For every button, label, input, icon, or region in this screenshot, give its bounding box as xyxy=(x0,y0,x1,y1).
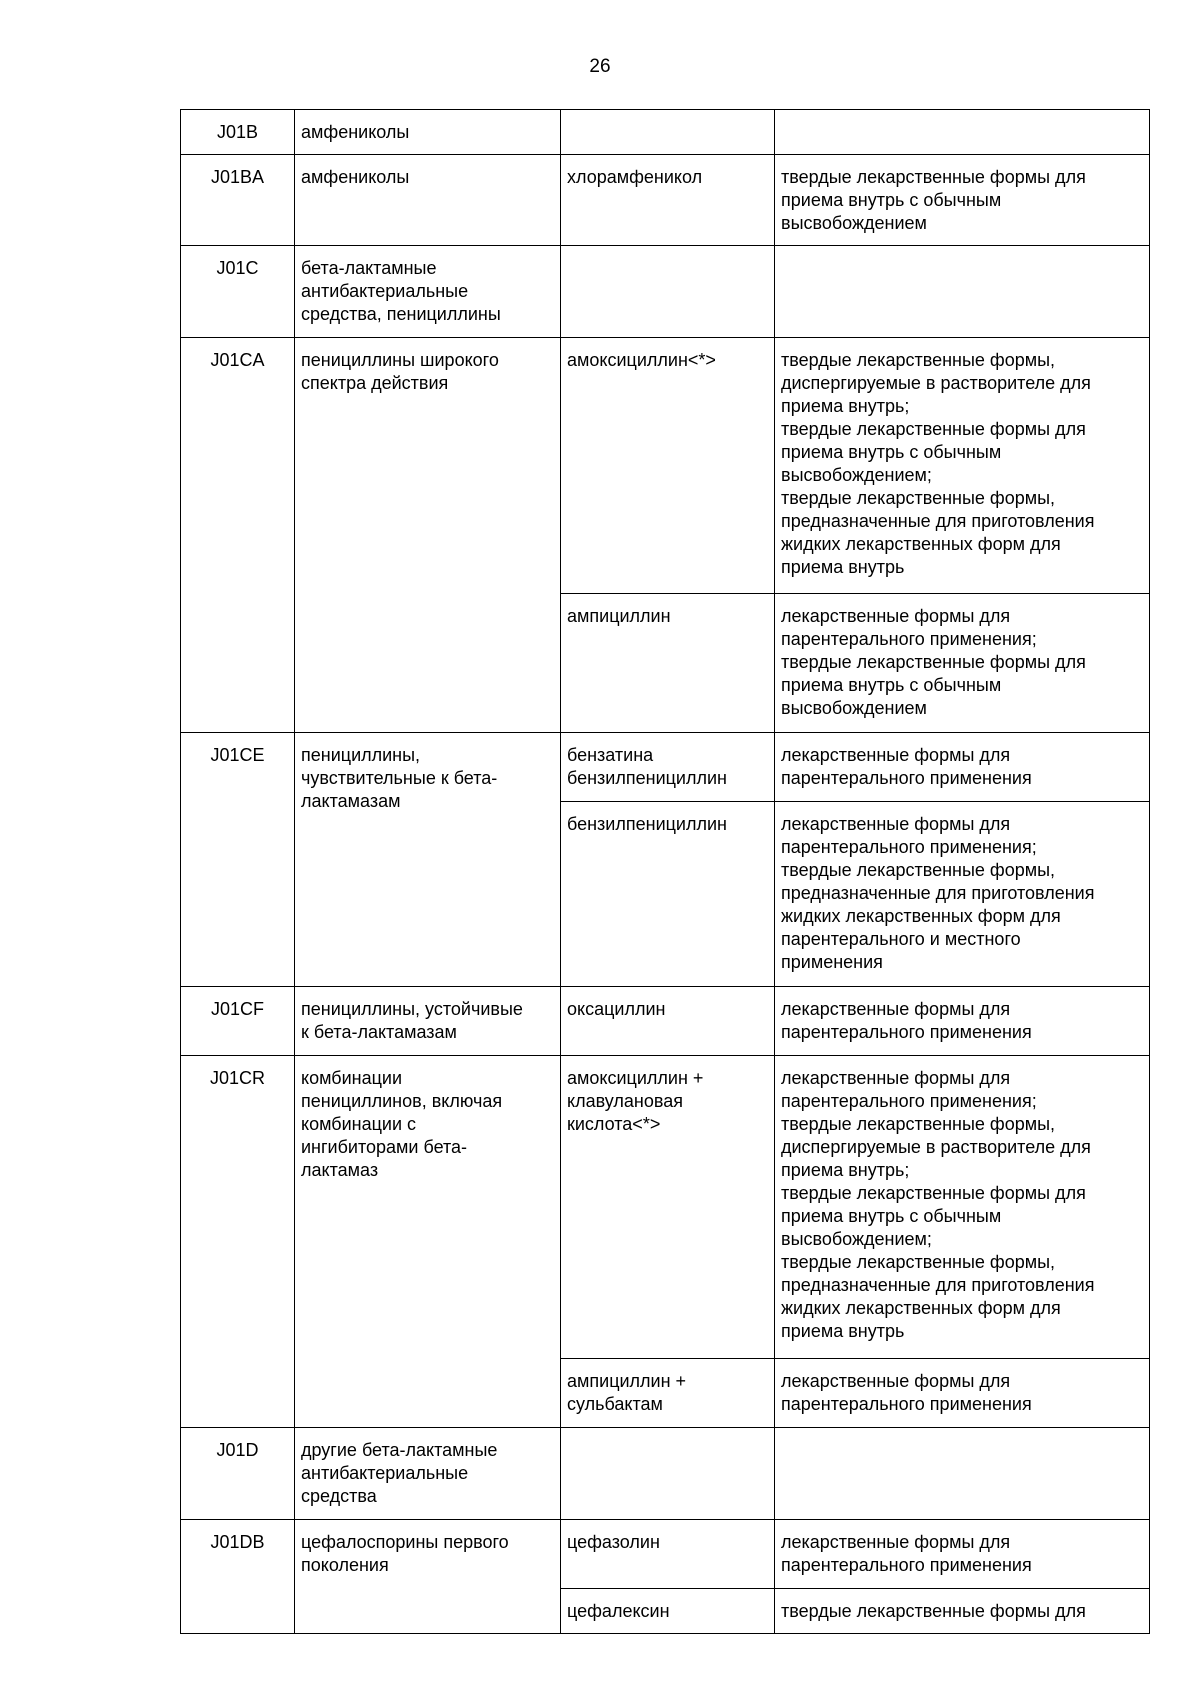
atc-code-cell: J01CE xyxy=(181,733,295,987)
drug-cell: хлорамфеникол xyxy=(561,155,775,246)
form-cell: твердые лекарственные формы, диспергируемые в растворителе для приема внутрь; твердые лекарственные формы для приема внутрь с обычным высвобождением; твердые лекарственные формы, предназначенные для приготовления жидких лекарственных форм для приема внутрь xyxy=(775,338,1150,594)
form-cell: лекарственные формы для парентерального применения xyxy=(775,1520,1150,1589)
page-number: 26 xyxy=(589,56,611,77)
atc-drug-table xyxy=(180,109,1150,1634)
form-cell xyxy=(775,110,1150,155)
table-row xyxy=(181,110,1150,155)
drug-cell: ампициллин + сульбактам xyxy=(561,1359,775,1428)
atc-code-cell: J01C xyxy=(181,246,295,338)
table-row xyxy=(181,1520,1150,1589)
table-row xyxy=(181,1428,1150,1520)
group-cell: другие бета-лактамные антибактериальные средства xyxy=(295,1428,561,1520)
group-cell: бета-лактамные антибактериальные средства, пенициллины xyxy=(295,246,561,338)
group-cell: пенициллины, чувствительные к бета- лактамазам xyxy=(295,733,561,987)
atc-code-cell: J01CF xyxy=(181,987,295,1056)
group-cell: комбинации пенициллинов, включая комбинации с ингибиторами бета- лактамаз xyxy=(295,1056,561,1428)
atc-code-cell: J01D xyxy=(181,1428,295,1520)
drug-cell xyxy=(561,110,775,155)
drug-cell: ампициллин xyxy=(561,594,775,733)
table-row xyxy=(181,987,1150,1056)
atc-code-cell: J01CA xyxy=(181,338,295,733)
drug-cell xyxy=(561,246,775,338)
form-cell: лекарственные формы для парентерального применения xyxy=(775,733,1150,802)
group-cell: цефалоспорины первого поколения xyxy=(295,1520,561,1634)
atc-code-cell: J01CR xyxy=(181,1056,295,1428)
table-row xyxy=(181,733,1150,802)
drug-cell: цефалексин xyxy=(561,1589,775,1634)
group-cell: амфениколы xyxy=(295,110,561,155)
form-cell: лекарственные формы для парентерального применения; твердые лекарственные формы, предназначенные для приготовления жидких лекарственных форм для парентерального и местного применения xyxy=(775,802,1150,987)
table-row xyxy=(181,246,1150,338)
form-cell xyxy=(775,1428,1150,1520)
drug-cell: оксациллин xyxy=(561,987,775,1056)
drug-cell: амоксициллин<*> xyxy=(561,338,775,594)
drug-cell xyxy=(561,1428,775,1520)
form-cell: лекарственные формы для парентерального применения xyxy=(775,1359,1150,1428)
group-cell: пенициллины, устойчивые к бета-лактамазам xyxy=(295,987,561,1056)
atc-code-cell: J01DB xyxy=(181,1520,295,1634)
atc-code-cell: J01BA xyxy=(181,155,295,246)
form-cell xyxy=(775,246,1150,338)
drug-cell: бензилпенициллин xyxy=(561,802,775,987)
drug-cell: цефазолин xyxy=(561,1520,775,1589)
form-cell: лекарственные формы для парентерального применения xyxy=(775,987,1150,1056)
form-cell: твердые лекарственные формы для xyxy=(775,1589,1150,1634)
form-cell: твердые лекарственные формы для приема внутрь с обычным высвобождением xyxy=(775,155,1150,246)
atc-code-cell: J01B xyxy=(181,110,295,155)
group-cell: пенициллины широкого спектра действия xyxy=(295,338,561,733)
drug-cell: бензатина бензилпенициллин xyxy=(561,733,775,802)
table-row xyxy=(181,155,1150,246)
form-cell: лекарственные формы для парентерального применения; твердые лекарственные формы, диспергируемые в растворителе для приема внутрь; твердые лекарственные формы для приема внутрь с обычным высвобождением; твердые лекарственные формы, предназначенные для приготовления жидких лекарственных форм для приема внутрь xyxy=(775,1056,1150,1359)
form-cell: лекарственные формы для парентерального применения; твердые лекарственные формы для приема внутрь с обычным высвобождением xyxy=(775,594,1150,733)
table-row xyxy=(181,1056,1150,1359)
table-row xyxy=(181,338,1150,594)
group-cell: амфениколы xyxy=(295,155,561,246)
drug-cell: амоксициллин + клавулановая кислота<*> xyxy=(561,1056,775,1359)
